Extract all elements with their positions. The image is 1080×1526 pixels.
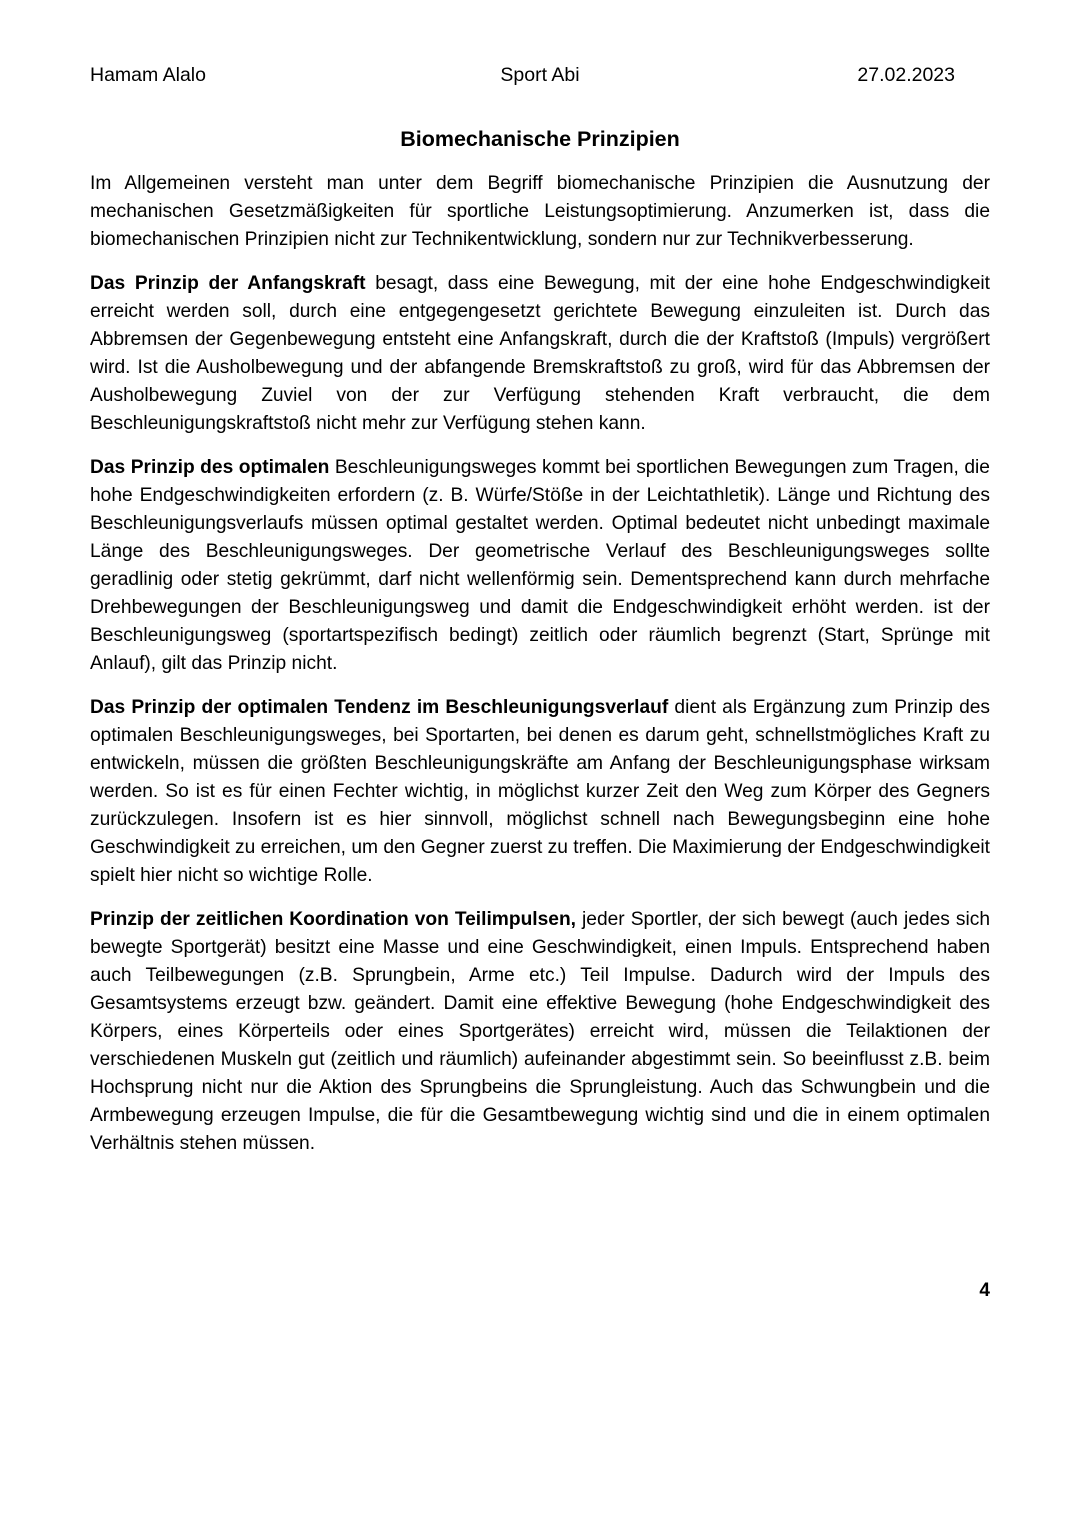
paragraph-intro bbox=[90, 170, 990, 254]
paragraph-tendenz bbox=[90, 694, 990, 890]
page-number: 4 bbox=[979, 1280, 990, 1301]
page-header bbox=[90, 64, 955, 90]
paragraph-teilimpulse bbox=[90, 906, 990, 1158]
header-date: 27.02.2023 bbox=[857, 64, 955, 86]
paragraph-lead: Das Prinzip des optimalen bbox=[90, 457, 330, 478]
paragraph-lead: Prinzip der zeitlichen Koordination von Teilimpulsen, bbox=[90, 909, 577, 930]
header-author: Hamam Alalo bbox=[90, 64, 206, 86]
paragraph-text: besagt, dass eine Bewegung, mit der eine hohe Endgeschwindigkeit erreicht werden soll, durch eine entgegengesetzt gerichtete Bewegung einzuleiten ist. Durch das Abbremsen der Gegenbewegung entsteht eine Anfangskraft, durch die der Kraftstoß (Impuls) vergrößert wird. Ist die Ausholbewegung und der abfangende Bremskraftstoß zu groß, wird für das Abbremsen der Ausholbewegung Zuviel von der zur Verfügung stehenden Kraft verbraucht, die dem Beschleunigungskraftstoß nicht mehr zur Verfügung stehen kann. bbox=[90, 273, 990, 434]
paragraph-lead: Das Prinzip der optimalen Tendenz im Beschleunigungsverlauf bbox=[90, 697, 669, 718]
paragraph-text: Im Allgemeinen versteht man unter dem Begriff biomechanische Prinzipien die Ausnutzung der mechanischen Gesetzmäßigkeiten für sportliche Leistungsoptimierung. Anzumerken ist, dass die biomechanischen Prinzipien nicht zur Technikentwicklung, sondern nur zur Technikverbesserung. bbox=[90, 173, 990, 250]
document-body bbox=[90, 170, 990, 1174]
paragraph-text: dient als Ergänzung zum Prinzip des optimalen Beschleunigungsweges, bei Sportarten, bei denen es darum geht, schnellstmögliches Kraft zu entwickeln, müssen die größten Beschleunigungskräfte am Anfang der Beschleunigungsphase wirksam werden. So ist es für einen Fechter wichtig, in möglichst kurzer Zeit den Weg zum Körper des Gegners zurückzulegen. Insofern ist es hier sinnvoll, möglichst schnell nach Bewegungsbeginn eine hohe Geschwindigkeit zu erreichen, um den Gegner zuerst zu treffen. Die Maximierung der Endgeschwindigkeit spielt hier nicht so wichtige Rolle. bbox=[90, 697, 991, 886]
header-subject: Sport Abi bbox=[500, 64, 580, 86]
document-title: Biomechanische Prinzipien bbox=[400, 127, 680, 151]
paragraph-text: Beschleunigungsweges kommt bei sportlichen Bewegungen zum Tragen, die hohe Endgeschwindigkeiten erfordern (z. B. Würfe/Stöße in der Leichtathletik). Länge und Richtung des Beschleunigungsverlaufs müssen optimal gestaltet werden. Optimal bedeutet nicht unbedingt maximale Länge des Beschleunigungsweges. Der geometrische Verlauf des Beschleunigungsweges sollte geradlinig oder stetig gekrümmt, darf nicht wellenförmig sein. Dementsprechend kann durch mehrfache Drehbewegungen der Beschleunigungsweg und damit die Endgeschwindigkeit erhöht werden. ist der Beschleunigungsweg (sportartspezifisch bedingt) zeitlich oder räumlich begrenzt (Start, Sprünge mit Anlauf), gilt das Prinzip nicht. bbox=[90, 457, 990, 674]
paragraph-text: jeder Sportler, der sich bewegt (auch jedes sich bewegte Sportgerät) besitzt eine Masse und eine Geschwindigkeit, einen Impuls. Entsprechend haben auch Teilbewegungen (z.B. Sprungbein, Arme etc.) Teil Impulse. Dadurch wird der Impuls des Gesamtsystems erzeugt bzw. geändert. Damit eine effektive Bewegung (hohe Endgeschwindigkeit des Körpers, eines Körperteils oder eines Sportgerätes) erreicht wird, müssen die Teilaktionen der verschiedenen Muskeln gut (zeitlich und räumlich) aufeinander abgestimmt sein. So beeinflusst z.B. beim Hochsprung nicht nur die Aktion des Sprungbeins die Sprungleistung. Auch das Schwungbein und die Armbewegung erzeugen Impulse, die für die Gesamtbewegung wichtig sind und die in einem optimalen Verhältnis stehen müssen. bbox=[90, 909, 990, 1154]
paragraph-lead: Das Prinzip der Anfangskraft bbox=[90, 273, 366, 294]
paragraph-anfangskraft bbox=[90, 270, 990, 438]
paragraph-beschleunigungsweg bbox=[90, 454, 990, 678]
